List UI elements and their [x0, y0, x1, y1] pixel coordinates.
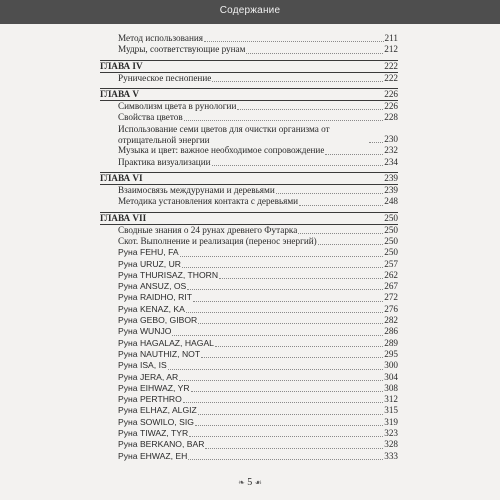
entry-page-number: 250 [384, 212, 398, 223]
toc-entry-row [100, 247, 398, 258]
ornament-right-icon: ☙ [254, 478, 262, 487]
entry-page-number: 312 [384, 394, 398, 405]
entry-page-number: 239 [384, 185, 398, 196]
dot-leader [147, 221, 383, 222]
header-title: Содержание [219, 5, 281, 16]
entry-page-number: 250 [384, 235, 398, 246]
chapter-title: ГЛАВА VI [100, 173, 143, 184]
entry-title: Руна EIHWAZ, YR [118, 382, 190, 393]
page-header [0, 0, 500, 24]
dot-leader [204, 40, 384, 42]
entry-title: Руна ISA, IS [118, 360, 167, 371]
toc-entry-row [100, 315, 398, 326]
dot-leader [144, 181, 384, 182]
dot-leader [188, 458, 383, 460]
toc-entry-row [100, 196, 398, 207]
toc-entry-row [100, 270, 398, 281]
entry-title: Руна URUZ, UR [118, 258, 181, 269]
entry-title: Взаимосвязь междурунами и деревьями [118, 185, 275, 196]
dot-leader [298, 232, 383, 234]
toc-entry-row [100, 157, 398, 168]
toc-chapter-row [100, 60, 398, 73]
entry-page-number: 212 [384, 44, 398, 55]
entry-page-number: 304 [384, 371, 398, 382]
table-of-contents [100, 33, 398, 462]
entry-title: Руна NAUTHIZ, NOT [118, 348, 201, 359]
dot-leader [201, 356, 383, 358]
toc-chapter-row [100, 172, 398, 185]
entry-title: Руна ANSUZ, OS [118, 281, 187, 292]
entry-page-number: 230 [384, 134, 398, 145]
toc-entry-row [100, 349, 398, 360]
entry-title: Символизм цвета в рунологии [118, 100, 237, 111]
dot-leader [369, 141, 383, 143]
dot-leader [195, 424, 383, 426]
entry-page-number: 234 [384, 156, 398, 167]
entry-page-number: 286 [384, 326, 398, 337]
entry-title: Руна KENAZ, KA [118, 303, 185, 314]
toc-entry-row [100, 145, 398, 156]
toc-entry-row [100, 394, 398, 405]
entry-page-number: 222 [384, 72, 398, 83]
entry-title: Руна WUNJO [118, 326, 172, 337]
entry-page-number: 226 [384, 88, 398, 99]
entry-title: Сводные знания о 24 рунах древнего Футарка [118, 224, 298, 235]
toc-entry-row [100, 338, 398, 349]
toc-entry-row [100, 33, 398, 44]
entry-title: Руническое песнопение [118, 72, 212, 83]
toc-entry-row [100, 360, 398, 371]
entry-page-number: 272 [384, 292, 398, 303]
dot-leader [182, 266, 383, 268]
dot-leader [325, 153, 383, 155]
toc-entry-row [100, 451, 398, 462]
dot-leader [168, 368, 384, 370]
dot-leader [193, 300, 383, 302]
toc-entry-row [100, 417, 398, 428]
entry-page-number: 333 [384, 450, 398, 461]
entry-title: Руна JERA, AR [118, 371, 179, 382]
entry-page-number: 308 [384, 382, 398, 393]
dot-leader [299, 204, 383, 206]
page-footer [0, 477, 500, 488]
entry-page-number: 282 [384, 315, 398, 326]
entry-title: Руна GEBO, GIBOR [118, 315, 198, 326]
dot-leader [184, 119, 384, 121]
entry-page-number: 319 [384, 416, 398, 427]
entry-page-number: 289 [384, 337, 398, 348]
ornament-left-icon: ❧ [238, 478, 245, 487]
chapter-title: ГЛАВА VII [100, 212, 147, 223]
dot-leader [180, 255, 384, 257]
entry-title: Руна BERKANO, BAR [118, 439, 205, 450]
toc-entry-row [100, 44, 398, 55]
toc-entry-row [100, 225, 398, 236]
dot-leader [183, 401, 383, 403]
entry-page-number: 248 [384, 196, 398, 207]
toc-entry-row [100, 428, 398, 439]
dot-leader [189, 435, 383, 437]
dot-leader [237, 108, 383, 110]
entry-page-number: 250 [384, 247, 398, 258]
toc-entry-row [100, 439, 398, 450]
entry-title: Мудры, соответствующие рунам [118, 44, 246, 55]
entry-page-number: 232 [384, 145, 398, 156]
entry-page-number: 228 [384, 112, 398, 123]
dot-leader [212, 164, 384, 166]
toc-entry-row [100, 73, 398, 84]
chapter-title: ГЛАВА IV [100, 60, 143, 71]
entry-title: Музыка и цвет: важное необходимое сопровождение [118, 145, 325, 156]
entry-title: Методика установления контакта с деревьями [118, 196, 299, 207]
entry-page-number: 276 [384, 303, 398, 314]
entry-title: Свойства цветов [118, 112, 183, 123]
dot-leader [212, 80, 383, 82]
dot-leader [205, 447, 383, 449]
entry-page-number: 267 [384, 281, 398, 292]
entry-page-number: 315 [384, 405, 398, 416]
entry-title: Руна HAGALAZ, HAGAL [118, 337, 214, 348]
entry-title: Руна PERTHRO [118, 394, 182, 405]
entry-title: Руна TIWAZ, TYR [118, 428, 189, 439]
toc-entry-row [100, 259, 398, 270]
entry-page-number: 300 [384, 360, 398, 371]
dot-leader [172, 334, 383, 336]
dot-leader [191, 390, 384, 392]
toc-entry-row [100, 372, 398, 383]
dot-leader [198, 322, 383, 324]
entry-title: Руна EHWAZ, EH [118, 450, 188, 461]
entry-title: Руна RAIDHO, RIT [118, 292, 192, 303]
toc-entry-row [100, 383, 398, 394]
toc-entry-row [100, 123, 398, 145]
entry-page-number: 226 [384, 100, 398, 111]
dot-leader [179, 379, 383, 381]
dot-leader [318, 243, 383, 245]
entry-title: Метод использования [118, 33, 204, 43]
toc-entry-row [100, 405, 398, 416]
dot-leader [276, 192, 383, 194]
entry-title: Руна THURISAZ, THORN [118, 269, 219, 280]
entry-title: Руна FEHU, FA [118, 247, 179, 258]
dot-leader [219, 277, 383, 279]
dot-leader [144, 69, 384, 70]
toc-entry-row [100, 304, 398, 315]
toc-entry-row [100, 281, 398, 292]
entry-title: Руна SOWILO, SIG [118, 416, 194, 427]
toc-entry-row [100, 112, 398, 123]
entry-page-number: 250 [384, 224, 398, 235]
toc-entry-row [100, 292, 398, 303]
entry-page-number: 239 [384, 173, 398, 184]
entry-page-number: 262 [384, 269, 398, 280]
dot-leader [186, 311, 383, 313]
dot-leader [246, 52, 383, 54]
toc-entry-row [100, 236, 398, 247]
entry-page-number: 211 [384, 33, 398, 43]
toc-chapter-row [100, 88, 398, 101]
dot-leader [215, 345, 383, 347]
entry-title: Практика визуализации [118, 156, 211, 167]
dot-leader [140, 97, 383, 98]
dot-leader [187, 288, 383, 290]
chapter-title: ГЛАВА V [100, 88, 140, 99]
entry-title: Использование семи цветов для очистки организма от отрицательной энергии [118, 124, 330, 145]
page-number: 5 [247, 477, 253, 488]
entry-title: Руна ELHAZ, ALGIZ [118, 405, 197, 416]
entry-title: Скот. Выполнение и реализация (перенос энергий) [118, 235, 317, 246]
toc-entry-row [100, 185, 398, 196]
entry-page-number: 323 [384, 428, 398, 439]
entry-page-number: 222 [384, 60, 398, 71]
toc-entry-row [100, 326, 398, 337]
entry-page-number: 328 [384, 439, 398, 450]
dot-leader [198, 413, 383, 415]
entry-page-number: 257 [384, 258, 398, 269]
entry-page-number: 295 [384, 348, 398, 359]
toc-entry-row [100, 101, 398, 112]
toc-chapter-row [100, 212, 398, 225]
